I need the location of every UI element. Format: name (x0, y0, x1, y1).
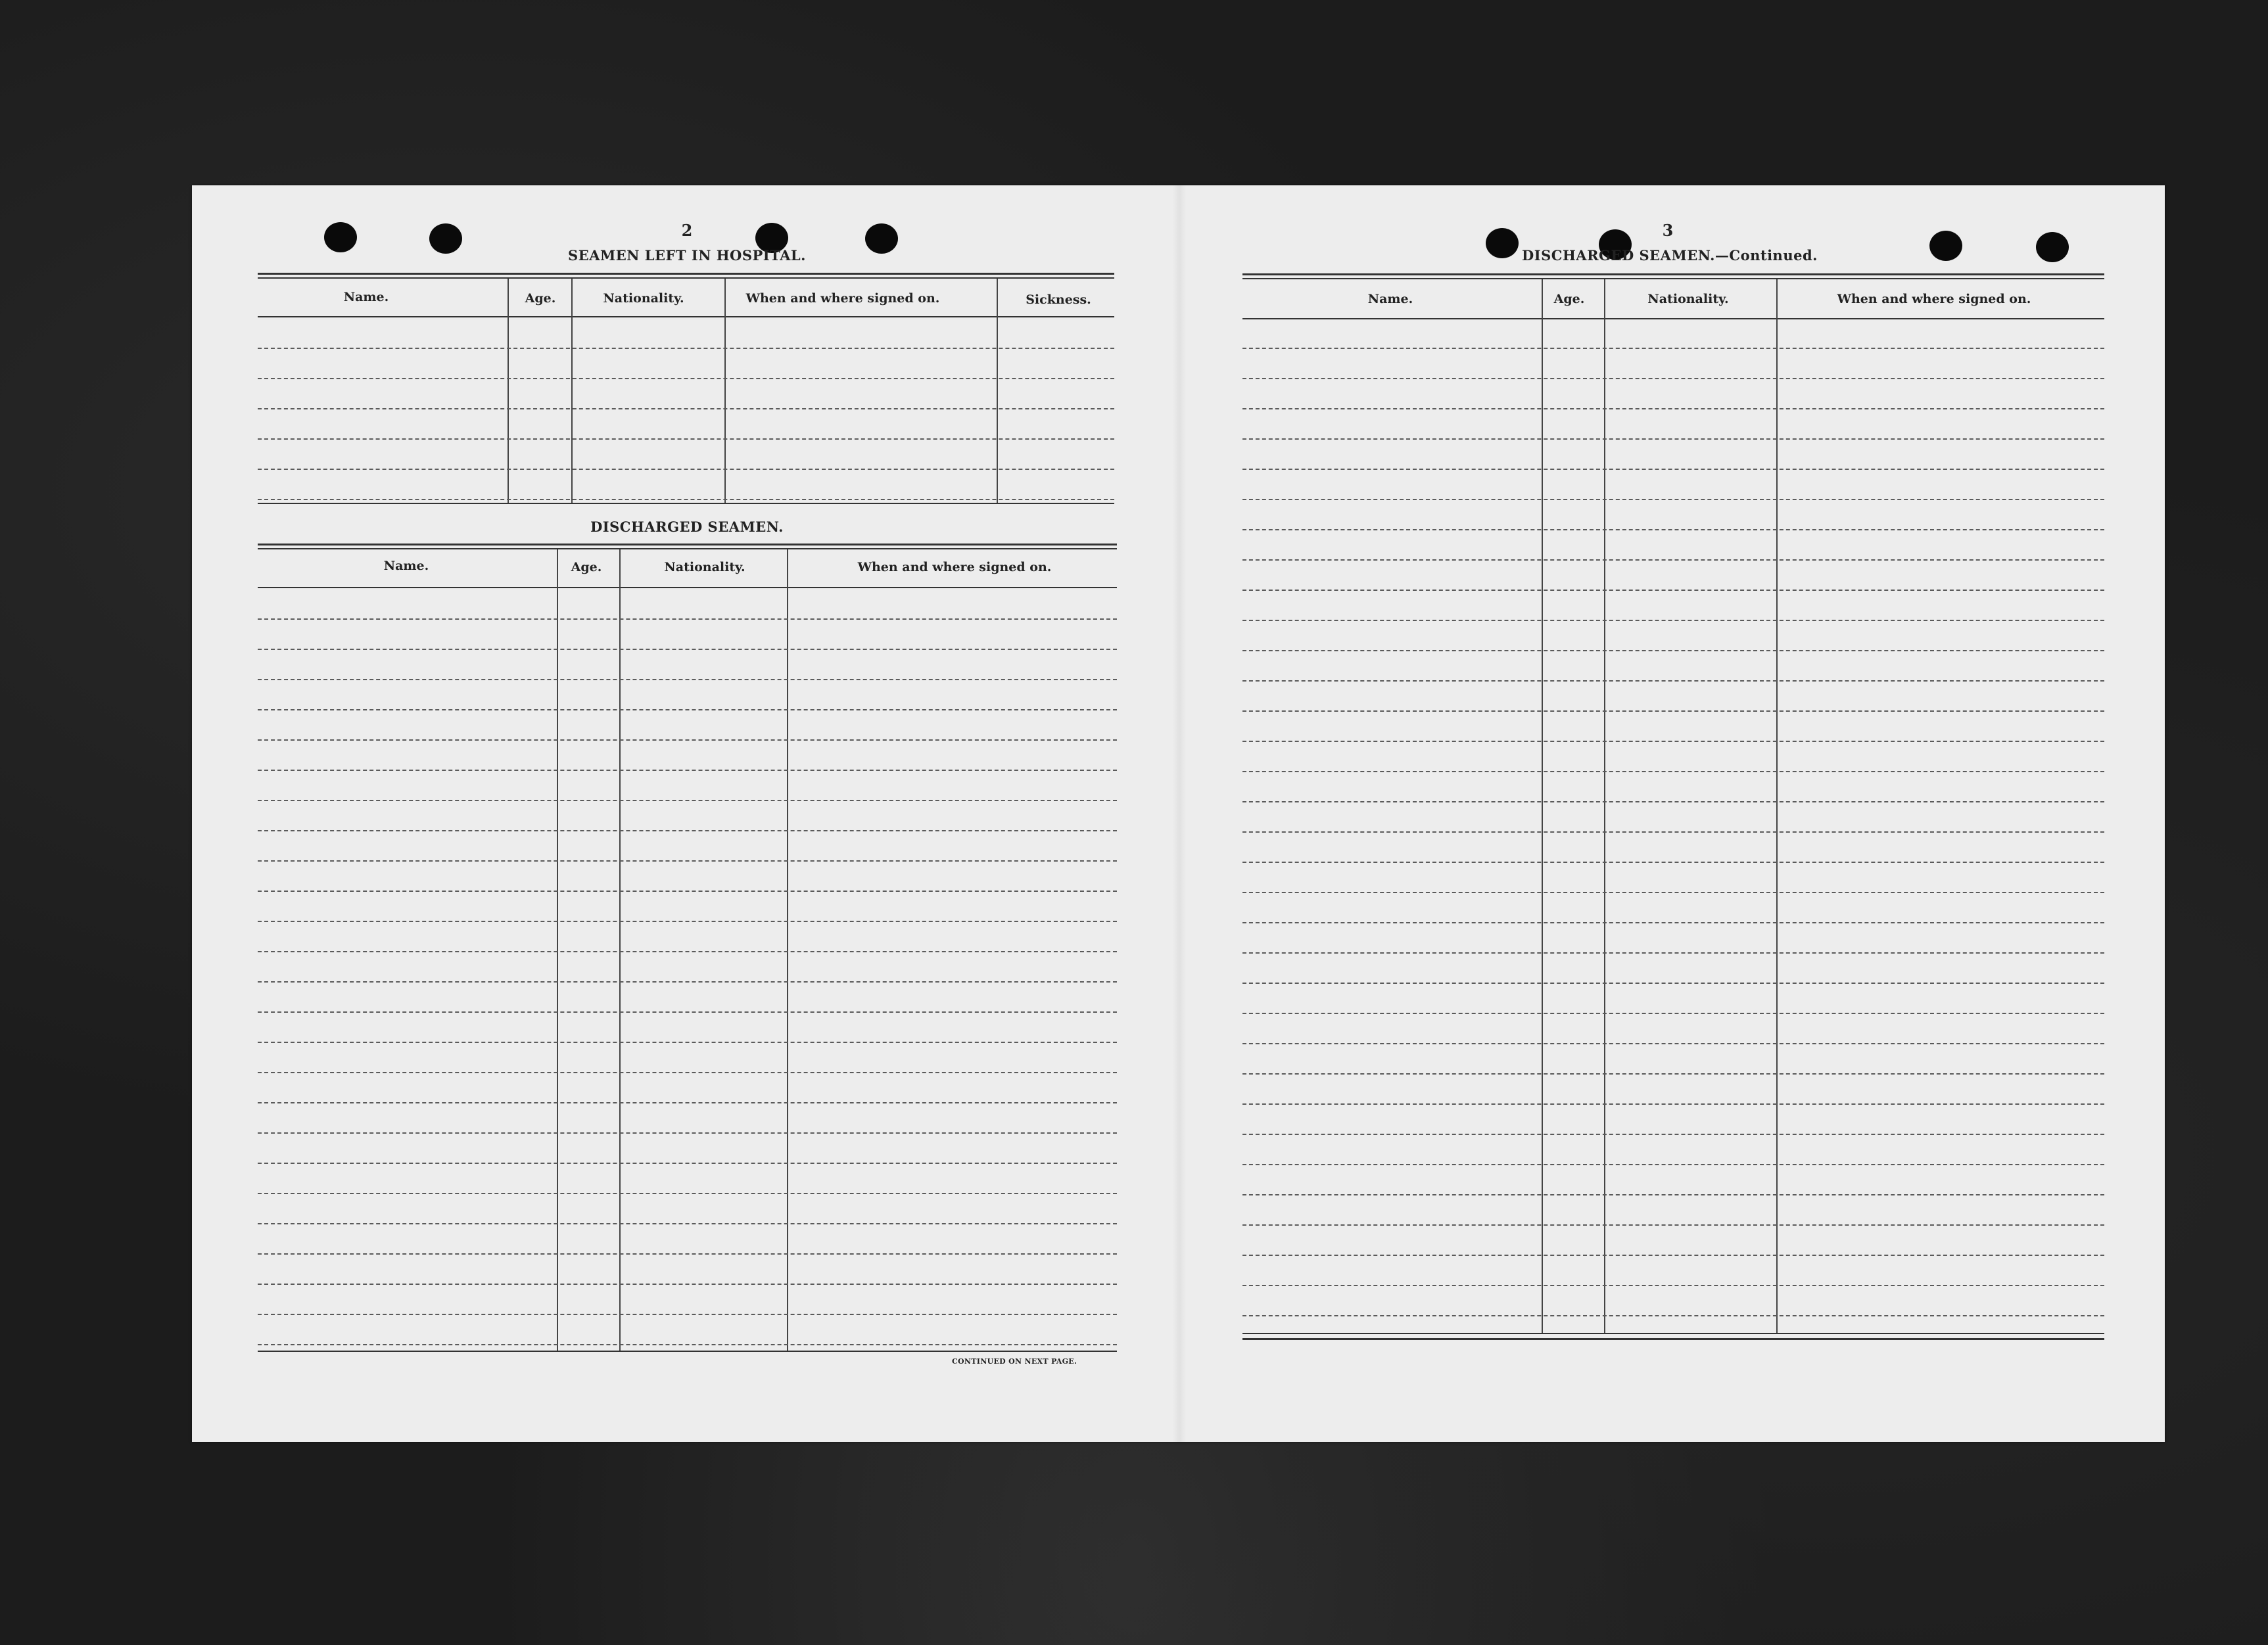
entry-line (1242, 680, 2104, 682)
entry-line (258, 739, 1117, 741)
entry-line (258, 1072, 1117, 1073)
entry-line (258, 1193, 1117, 1194)
entry-line (258, 800, 1117, 801)
col-header-signed-on: When and where signed on. (1837, 292, 2031, 306)
entry-line (1242, 1164, 2104, 1165)
page-number-right: 3 (1662, 221, 1674, 240)
entry-line (1242, 1285, 2104, 1286)
table-bottom-rule (1242, 1338, 2104, 1340)
entry-line (1242, 1073, 2104, 1075)
entry-line (1242, 378, 2104, 379)
entry-line (258, 1223, 1117, 1224)
entry-line (1242, 1013, 2104, 1014)
entry-line (1242, 650, 2104, 651)
punch-hole (1486, 228, 1519, 258)
column-divider (1542, 279, 1543, 1333)
col-header-nationality: Nationality. (603, 291, 684, 306)
entry-line (1242, 862, 2104, 863)
entry-line (1242, 529, 2104, 530)
entry-line (1242, 1255, 2104, 1256)
entry-line (1242, 1224, 2104, 1226)
col-header-name: Name. (343, 290, 389, 304)
column-divider (557, 549, 558, 1351)
entry-line (1242, 1043, 2104, 1044)
col-header-sickness: Sickness. (1026, 292, 1091, 307)
entry-line (1242, 1134, 2104, 1135)
entry-line (258, 1102, 1117, 1103)
column-divider (1776, 279, 1778, 1333)
col-header-age: Age. (1553, 292, 1585, 306)
table-bottom-rule (258, 1351, 1117, 1352)
entry-line (258, 860, 1117, 862)
entry-line (258, 709, 1117, 710)
entry-line (258, 891, 1117, 892)
entry-line (1242, 983, 2104, 984)
entry-line (1242, 590, 2104, 591)
entry-line (258, 1011, 1117, 1013)
entry-line (258, 618, 1117, 620)
discharged-table (258, 544, 1117, 1356)
entry-line (258, 981, 1117, 983)
entry-line (258, 438, 1114, 440)
entry-line (258, 921, 1117, 922)
continued-note: CONTINUED ON NEXT PAGE. (952, 1357, 1077, 1366)
entry-line (258, 770, 1117, 771)
entry-line (258, 499, 1114, 500)
col-header-name: Name. (383, 559, 429, 573)
page-number-left: 2 (681, 221, 693, 240)
entry-line (258, 1253, 1117, 1255)
punch-hole (1929, 231, 1962, 261)
col-header-name: Name. (1367, 292, 1413, 306)
entry-line (258, 951, 1117, 952)
entry-line (258, 1284, 1117, 1285)
entry-line (1242, 438, 2104, 440)
col-header-signed-on: When and where signed on. (857, 560, 1052, 574)
col-header-age: Age. (571, 560, 602, 574)
entry-line (1242, 348, 2104, 349)
entry-line (1242, 710, 2104, 712)
discharged-continued-table (1242, 273, 2104, 1349)
entry-line (258, 679, 1117, 680)
punch-hole (2036, 232, 2069, 262)
entry-line (1242, 1103, 2104, 1105)
column-divider (619, 549, 621, 1351)
form-sheet (192, 185, 2165, 1442)
entry-line (258, 649, 1117, 650)
col-header-nationality: Nationality. (664, 560, 745, 574)
col-header-age: Age. (525, 291, 556, 306)
entry-line (258, 408, 1114, 409)
hospital-section-title: SEAMEN LEFT IN HOSPITAL. (568, 247, 806, 264)
entry-line (258, 1314, 1117, 1315)
entry-line (258, 1042, 1117, 1043)
col-header-signed-on: When and where signed on. (745, 291, 940, 306)
entry-line (1242, 469, 2104, 470)
entry-line (1242, 741, 2104, 742)
entry-line (258, 378, 1114, 379)
entry-line (1242, 559, 2104, 561)
column-divider (787, 549, 788, 1351)
punch-hole (865, 223, 898, 254)
entry-line (258, 1163, 1117, 1164)
entry-line (1242, 892, 2104, 893)
entry-line (1242, 499, 2104, 500)
entry-line (1242, 952, 2104, 954)
entry-line (1242, 620, 2104, 621)
discharged-section-title: DISCHARGED SEAMEN. (590, 519, 784, 535)
punch-hole (429, 223, 462, 254)
entry-line (1242, 1315, 2104, 1316)
entry-line (258, 1132, 1117, 1134)
table-bottom-rule (258, 503, 1114, 504)
entry-line (1242, 801, 2104, 802)
table-bottom-rule (1242, 1333, 2104, 1334)
entry-line (1242, 771, 2104, 772)
column-divider (1604, 279, 1605, 1333)
entry-line (1242, 922, 2104, 923)
entry-line (1242, 831, 2104, 833)
entry-line (1242, 1194, 2104, 1195)
hospital-table (258, 273, 1114, 509)
page-fold (1173, 185, 1186, 1442)
entry-line (258, 348, 1114, 349)
entry-line (1242, 408, 2104, 409)
punch-hole (324, 222, 357, 252)
col-header-nationality: Nationality. (1647, 292, 1729, 306)
entry-line (258, 1344, 1117, 1345)
entry-line (258, 469, 1114, 470)
entry-line (258, 830, 1117, 831)
discharged-continued-title: DISCHARGED SEAMEN.—Continued. (1522, 247, 1818, 264)
